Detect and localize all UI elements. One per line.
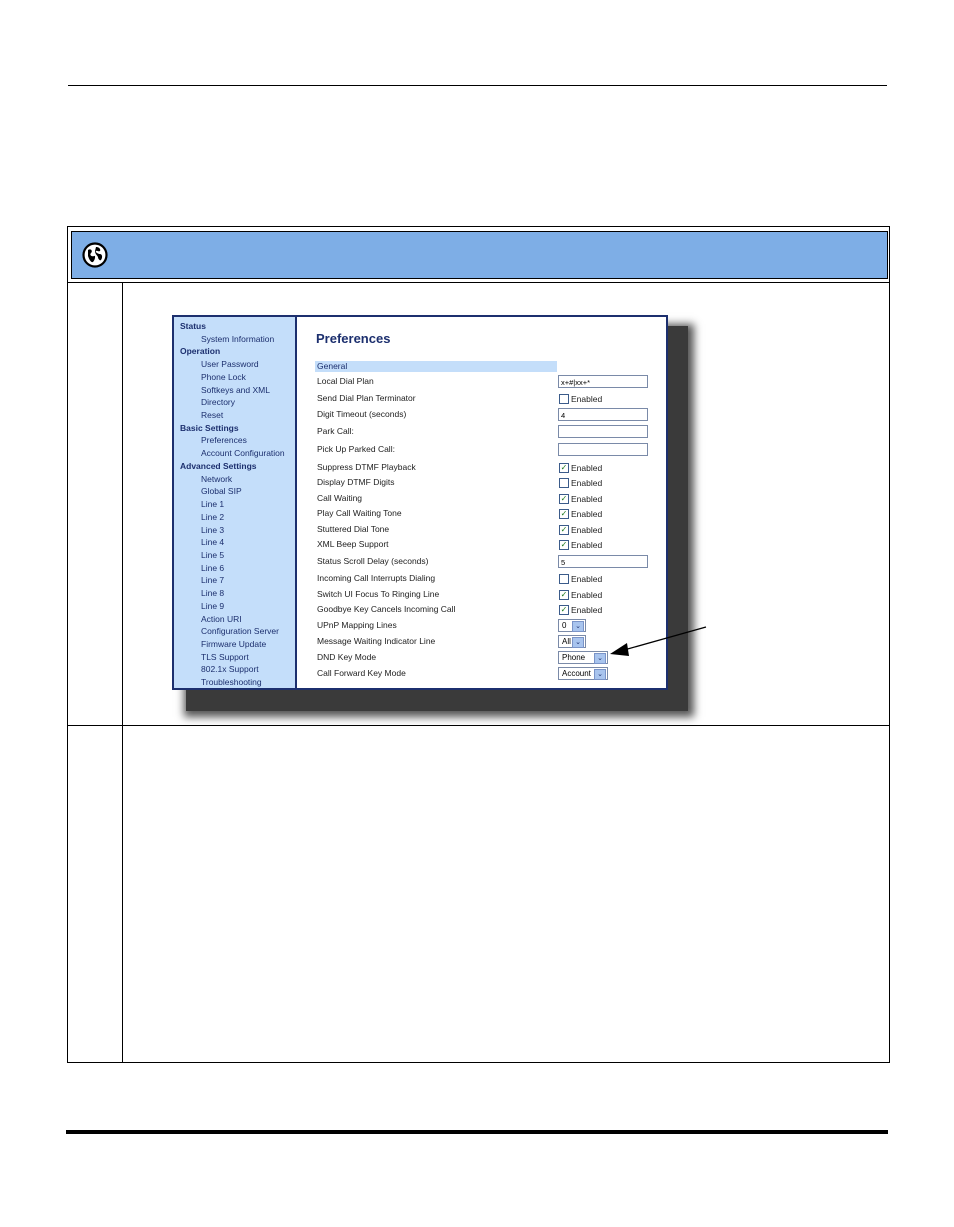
column-divider xyxy=(122,283,123,725)
text-input[interactable]: 4 xyxy=(558,408,648,421)
field-label: Status Scroll Delay (seconds) xyxy=(317,556,429,566)
checkbox-empty-icon[interactable] xyxy=(559,574,569,584)
sidebar-item[interactable]: 802.1x Support xyxy=(201,664,259,675)
chevron-down-icon[interactable]: ⌄ xyxy=(594,669,606,680)
section-header: General xyxy=(315,361,557,372)
bottom-rule xyxy=(66,1130,888,1134)
sidebar-item[interactable]: Line 9 xyxy=(201,600,225,611)
dropdown-value: All xyxy=(562,637,571,646)
sidebar-item[interactable]: Firmware Update xyxy=(201,639,267,649)
enabled-checkbox[interactable] xyxy=(559,478,602,489)
sidebar-item[interactable]: TLS Support xyxy=(201,651,249,662)
dropdown-select[interactable] xyxy=(558,651,608,664)
chevron-down-icon[interactable]: ⌄ xyxy=(594,653,606,664)
sidebar-section-heading: Status xyxy=(180,321,206,331)
enabled-checkbox[interactable] xyxy=(559,494,602,505)
enabled-checkbox[interactable] xyxy=(559,525,602,536)
chevron-down-icon[interactable]: ⌄ xyxy=(572,621,584,632)
checkmark-icon[interactable]: ✓ xyxy=(560,493,568,503)
enabled-checkbox[interactable] xyxy=(559,394,602,405)
sidebar-item[interactable]: Line 3 xyxy=(201,524,225,535)
table-row xyxy=(67,725,890,1063)
checkbox-label: Enabled xyxy=(571,525,603,535)
field-label: Local Dial Plan xyxy=(317,376,374,386)
checkbox-label: Enabled xyxy=(571,494,603,504)
sidebar-item[interactable]: Reset xyxy=(201,410,224,421)
enabled-checkbox[interactable] xyxy=(559,590,602,601)
field-label: Display DTMF Digits xyxy=(317,477,395,487)
checkbox-label: Enabled xyxy=(571,394,603,404)
field-label: XML Beep Support xyxy=(317,539,389,549)
field-label: Incoming Call Interrupts Dialing xyxy=(317,573,436,583)
sidebar-section-heading: Advanced Settings xyxy=(180,460,257,471)
sidebar-section-heading: Basic Settings xyxy=(180,422,239,433)
checkmark-icon[interactable]: ✓ xyxy=(560,524,568,534)
checkbox-label: Enabled xyxy=(571,574,603,584)
dropdown-select[interactable] xyxy=(558,635,586,648)
dropdown-select[interactable] xyxy=(558,667,608,680)
sidebar-item[interactable]: Action URI xyxy=(201,613,242,624)
sidebar-item[interactable]: Softkeys and XML xyxy=(201,384,270,395)
enabled-checkbox[interactable] xyxy=(559,509,602,520)
field-label: Call Forward Key Mode xyxy=(317,668,406,678)
page-title: Preferences xyxy=(316,331,391,346)
field-label: Switch UI Focus To Ringing Line xyxy=(317,589,440,599)
top-rule xyxy=(68,85,887,86)
sidebar-item[interactable]: Troubleshooting xyxy=(201,677,262,688)
sidebar-item[interactable]: User Password xyxy=(201,359,259,370)
sidebar-item[interactable]: Line 5 xyxy=(201,549,225,560)
field-label: DND Key Mode xyxy=(317,652,377,662)
sidebar-item[interactable]: Global SIP xyxy=(201,486,242,497)
checkbox-label: Enabled xyxy=(571,509,603,519)
sidebar-item[interactable]: Line 7 xyxy=(201,575,225,586)
checkmark-icon[interactable]: ✓ xyxy=(560,508,568,518)
sidebar-item[interactable]: Configuration Server xyxy=(201,626,279,637)
field-label: Call Waiting xyxy=(317,493,363,503)
sidebar-nav xyxy=(174,317,297,688)
checkbox-empty-icon[interactable] xyxy=(559,478,569,488)
checkbox-label: Enabled xyxy=(571,590,603,600)
field-label: Message Waiting Indicator Line xyxy=(317,636,436,646)
field-label: Pick Up Parked Call: xyxy=(317,444,395,454)
checkbox-empty-icon[interactable] xyxy=(559,394,569,404)
enabled-checkbox[interactable] xyxy=(559,574,602,585)
preferences-panel xyxy=(297,317,666,688)
checkbox-label: Enabled xyxy=(571,478,603,488)
column-divider xyxy=(122,726,123,1062)
checkmark-icon[interactable]: ✓ xyxy=(560,462,568,472)
checkmark-icon[interactable]: ✓ xyxy=(560,539,568,549)
globe-icon xyxy=(82,242,108,268)
text-input[interactable] xyxy=(558,425,648,438)
field-label: Send Dial Plan Terminator xyxy=(317,393,416,403)
sidebar-item[interactable]: Preferences xyxy=(201,435,247,446)
dropdown-value: Account xyxy=(562,669,591,678)
enabled-checkbox[interactable] xyxy=(559,463,602,474)
enabled-checkbox[interactable] xyxy=(559,540,602,551)
sidebar-item[interactable]: Line 1 xyxy=(201,499,225,510)
sidebar-section-heading: Operation xyxy=(180,346,221,357)
sidebar-item[interactable]: Line 2 xyxy=(201,511,225,522)
field-label: Digit Timeout (seconds) xyxy=(317,409,407,419)
field-label: Park Call: xyxy=(317,426,354,436)
checkbox-label: Enabled xyxy=(571,605,603,615)
field-label: UPnP Mapping Lines xyxy=(317,620,397,630)
dropdown-value: Phone xyxy=(562,653,586,662)
sidebar-item[interactable]: Account Configuration xyxy=(201,448,285,459)
sidebar-item[interactable]: Line 8 xyxy=(201,588,225,599)
enabled-checkbox[interactable] xyxy=(559,605,602,616)
web-ui-screenshot xyxy=(172,315,668,690)
dropdown-select[interactable] xyxy=(558,619,586,632)
dropdown-value: 0 xyxy=(562,621,567,630)
text-input[interactable] xyxy=(558,443,648,456)
field-label: Stuttered Dial Tone xyxy=(317,524,390,534)
field-label: Play Call Waiting Tone xyxy=(317,508,402,518)
checkmark-icon[interactable]: ✓ xyxy=(560,604,568,614)
header-bar xyxy=(71,231,888,279)
sidebar-item[interactable]: Network xyxy=(201,473,233,484)
sidebar-item[interactable]: System Information xyxy=(201,333,275,344)
field-label: Suppress DTMF Playback xyxy=(317,462,416,472)
sidebar-item[interactable]: Phone Lock xyxy=(201,371,246,382)
chevron-down-icon[interactable]: ⌄ xyxy=(572,637,584,648)
table-header xyxy=(67,226,890,283)
sidebar-item[interactable]: Directory xyxy=(201,397,236,408)
checkbox-label: Enabled xyxy=(571,540,603,550)
sidebar-item[interactable]: Line 4 xyxy=(201,537,225,548)
checkbox-label: Enabled xyxy=(571,463,603,473)
field-label: Goodbye Key Cancels Incoming Call xyxy=(317,604,456,614)
text-input[interactable]: x+#|xx+* xyxy=(558,375,648,388)
text-input[interactable]: 5 xyxy=(558,555,648,568)
sidebar-item[interactable]: Line 6 xyxy=(201,562,225,573)
checkmark-icon[interactable]: ✓ xyxy=(560,589,568,599)
